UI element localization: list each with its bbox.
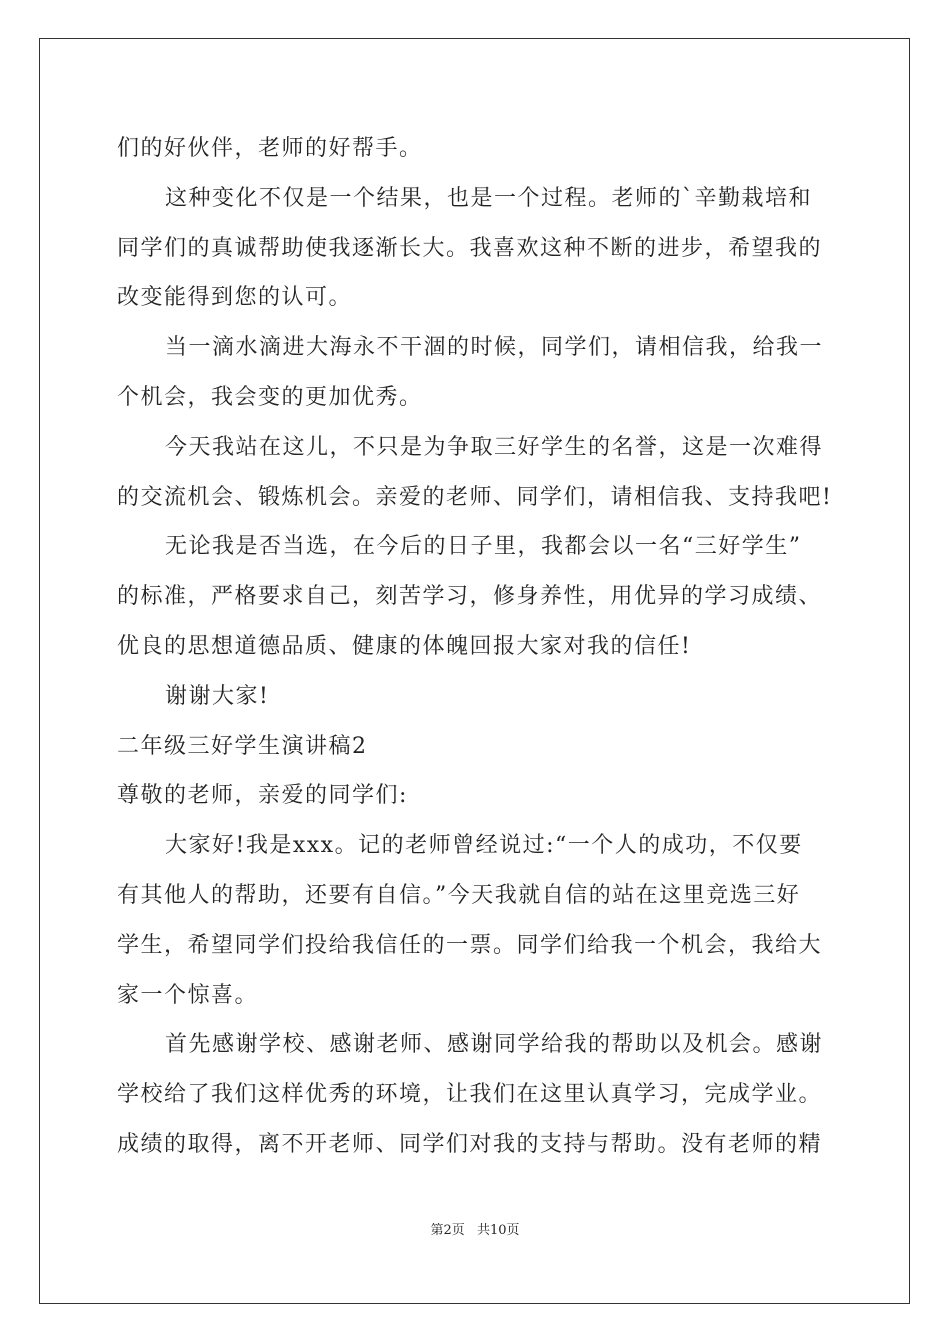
text-line: 今天我站在这儿，不只是为争取三好学生的名誉，这是一次难得: [165, 434, 824, 460]
page-number: 第2页: [430, 1223, 465, 1238]
text-line: 无论我是否当选，在今后的日子里，我都会以一名“三好学生”: [165, 534, 802, 560]
text-line: 这种变化不仅是一个结果，也是一个过程。老师的`辛勤栽培和: [165, 185, 813, 211]
text-line: 大家好!我是xxx。记的老师曾经说过:“一个人的成功，不仅要: [165, 833, 803, 859]
text-line: 优良的思想道德品质、健康的体魄回报大家对我的信任!: [117, 633, 692, 659]
text-line: 当一滴水滴进大海永不干涸的时候，同学们，请相信我，给我一: [165, 335, 824, 361]
text-line: 的标准，严格要求自己，刻苦学习，修身养性，用优异的学习成绩、: [117, 584, 823, 610]
text-line: 同学们的真诚帮助使我逐渐长大。我喜欢这种不断的进步，希望我的: [117, 235, 823, 261]
page-footer: [0, 1219, 950, 1238]
page-total: 共10页: [476, 1223, 520, 1238]
text-line: 家一个惊喜。: [117, 982, 259, 1008]
section-heading: 二年级三好学生演讲稿2: [117, 733, 368, 759]
document-body: [117, 124, 833, 1170]
text-line: 的交流机会、锻炼机会。亲爱的老师、同学们，请相信我、支持我吧!: [117, 484, 833, 510]
text-line: 学生，希望同学们投给我信任的一票。同学们给我一个机会，我给大: [117, 932, 823, 958]
text-line: 个机会，我会变的更加优秀。: [117, 384, 423, 410]
text-line: 谢谢大家!: [165, 683, 270, 709]
text-line: 们的好伙伴，老师的好帮手。: [117, 136, 423, 161]
text-line: 首先感谢学校、感谢老师、感谢同学给我的帮助以及机会。感谢: [165, 1032, 824, 1058]
text-line: 成绩的取得，离不开老师、同学们对我的支持与帮助。没有老师的精: [117, 1131, 823, 1157]
text-line: 改变能得到您的认可。: [117, 285, 353, 311]
text-line: 学校给了我们这样优秀的环境，让我们在这里认真学习，完成学业。: [117, 1082, 823, 1108]
text-line: 有其他人的帮助，还要有自信。”今天我就自信的站在这里竞选三好: [117, 882, 801, 908]
salutation: 尊敬的老师，亲爱的同学们:: [117, 783, 408, 809]
